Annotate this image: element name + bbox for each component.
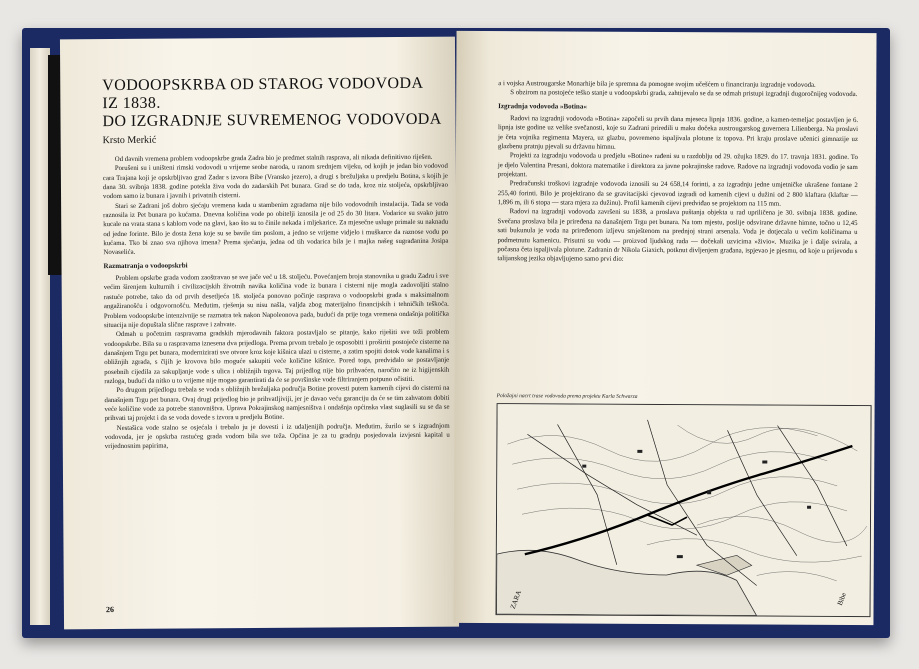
paragraph: Po drugom prijedlogu trebala se voda s obližnjih brežuljaka područja Botine provesti putem kamenih cijevi do cisterni na današnjem Trgu pet bunara. Ovaj drugi prijedlog bio je prihvatljiviji, jer je davao veću garanciju da će se tim zahvatom dobiti veće količine vode za potrebe stanovništva. Uprava Pokrajinskog namjesništva i ondašnja općinska vlast suglasili su se da se prihvati taj projekt i da se voda dovede s izvora u predjelu Botine.	[104, 384, 450, 423]
map-label-bibe: Bibe	[835, 591, 849, 607]
paragraph: Stari se Zadrani još dobro sjećaju vremena kada u stambenim zgradama nije bilo vodovodnih instalacija. Tada se voda raznosila iz Pet bunara po kućama. Dnevna količina vode po obitelji iznosila je od 25 do 30 litara. Vodarice su svako jutro kucale na vrata stana s kablom vode na glavi, kao što su to činile nekada i mljekarice. Za mjesečne usluge primale su naknadu od jedne forinte. Bilo je dosta žena koje su se bavile tim poslom, a jedno se vrijeme vidjelo i muškarce da raznose vodu po kućama. Tko bi znao sva njihova imena? Prema sjećanju, jedna od tih vodarica bila je i majka našeg sugrađanina Josipa Novaselića.	[103, 200, 449, 257]
left-page	[60, 37, 459, 630]
map-caption: Položajni nacrt trase vodovoda prema projektu Karla Schwarza	[496, 393, 638, 400]
paragraph: Radovi na izgradnji vodovoda »Botina« započeli su prvih dana mjeseca lipnja 1836. godine, a kamen-temeljac postavljen je 6. lipnja iste godine uz velike svečanosti, koje su Zadrani priredili u maku dočeka austrougarskog guvernera Lilienberga. Na proslavi je četa vojnika regimenta Mayera, uz glazbu, povremeno ispaljivala plotune iz topova. Pri kraju proslave učenici gimnazije uz glazbenu pratnju pjevali su državnu himnu.	[497, 115, 859, 151]
paragraph: Od davnih vremena problem vodoopskrbe grada Zadra bio je predmet stalnih rasprava, ali nikada definitivno riješen.	[114, 153, 433, 164]
right-page	[453, 31, 876, 625]
paragraph: Radovi na izgradnji vodovoda završeni su 1838, a proslava puštanja objekta u rad upriličena je 30. svibnja 1838. godine. Svečana proslava bila je priređena na današnjem Trgu pet bunara. Na tom mjestu, poslije odsvirane državne himne, točno u 12,45 sati bukunula je voda na priređenom izljevu smještenom na prednjoj strani arsenala. Voda je dotjecala u većim količinama u podmetnutu kamenicu. Prisutni su vodu — proizvod ljudskog rada — dočekali uzvicima »živio«. Muzika je i dalje svirala, a počasna četa ispaljivala plotune. Zadranin dr Nikola Giaxich, potknut divljenjem građana, ispjevao je pjesmu, od koje u prijevodu s talijanskog jezika objavljujemo samo prvi dio:	[497, 208, 858, 263]
paragraph: Problem opskrbe grada vodom zaoštravao se sve jače već u 18. stoljeću. Povećanjem broja stanovnika u gradu Zadru i sve većim širenjem kulturnih i civilizacijskih životnih navika količina vode iz bunara i cisterni nije mogla zadovoljiti stalno rastuće potrebe, tako da od prvih desetljeća 18. stoljeća ponovno počinje rasprava o vodoopskrbi grada s maksimalnom angažiranošću i odgovornošću. Međutim, rješenja su nisu našla, valjda zbog materijalno financijskih i tehničkih teškoća. Problem vodoopskrbe intenzivnije se razmatra tek nakon Napoleonova pada, budući da prije toga vremena ondašnja politička situacija nije dopuštala slične rasprave i zahvate.	[103, 272, 449, 329]
paragraph: a i vojska Austrougarske Monarhije bila je spremna da pomogne svojim učešćem u financiranju izgradnje vodovoda.	[498, 80, 816, 89]
paragraph: Nestašica vode stalno se osjećala i trebalo ju je dovesti i iz udaljenijih područja. Međutim, žurilo se s izgradnjom vodovoda, jer je opskrba rastućeg grada vodom bila sve teža. Općina je za tu gradnju posjedovala izvjesni kapital u vrijednosnim papirima,	[104, 422, 450, 451]
paragraph: Porušeni su i uništeni rimski vodovodi u vrijeme seobe naroda, u ranom srednjem vijeku, od kojih je jedan bio vodovod cara Trajana koji je opskrbljivao grad Zadar s izvora Bibe (Vransko jezero), a drugi s brežuljaka u predjelu Botina, s kojih je dana 30. svibnja 1838. godine potekla živa voda do zadarskih Pet bunara. Grad se do tada, kroz niz stoljeća, opskrbljivao vodom samo iz bunara i javnih i privatnih cisterni.	[102, 163, 448, 201]
section-heading: Razmatranja o vodoopskrbi	[103, 261, 188, 270]
left-page-body	[103, 153, 450, 452]
map-drawing	[496, 404, 870, 616]
paragraph: Predračunski troškovi izgradnje vodovoda iznosili su 24 658,14 forinti, a za izgradnju jedne umjetničke ukrašene fontane 2 255,40 forinti. Bilo je projektirano da se gravitacijski cjevovod izgradi od kamenih cijevi u dužini od 2 800 klaftara (klaftar — 1,896 m, ili 6 stopa — stara mjera za dužinu). Profil kamenih cijevi predviđao se projektom na 115 mm.	[497, 180, 858, 208]
article-title-line-1: VODOOPSKRBA OD STAROG VODOVODA IZ 1838.	[102, 74, 423, 113]
paragraph: Projekti za izgradnju vodovoda u predjelu »Botine« rađeni su u razdoblju od 29. ožujka 1829. do 17. travnja 1831. godine. To je djelo Valentina Presani, doktora matematike i direktora za javne pokrajinske radove. Radove na izgradnji vodovoda vodio je sam projektant.	[497, 152, 858, 179]
map-label-zara: ZARA	[508, 589, 524, 610]
article-title-line-2: DO IZGRADNJE SUVREMENOG VODOVODA	[102, 110, 442, 131]
paragraph: Odmah u početnim raspravama gradskih mjerodavnih faktora postavljalo se pitanje, kako riješiti sve teži problem vodoopskrbe. Bila su u raspravama iznesena dva prijedloga. Prema prvom trebalo je osposobiti i proširiti postojeće cisterne na današnjem Trgu pet bunara, modernizirati sve otvore kroz koje kišnica ulazi u cisterne, a zatim spojiti dotok vode kanalima i s obližnjih zgrada, s čijih je krovova bilo moguće sakupiti veće količine kišnice. Pored toga, predviđalo se postavljanje posebnih cijedila za sakupljanje vode s ulica i obližnjih trgova. Taj prijedlog nije bio prihvaćen, naročito ne iz higijenskih razloga, budući da nitko u to vrijeme nije mogao garantirati da će se površinske vode filtriranjem potpuno očistiti.	[104, 328, 450, 385]
page-number: 26	[105, 605, 114, 615]
right-page-body	[497, 79, 858, 265]
section-heading: Izgradnja vodovoda »Botina«	[498, 101, 587, 111]
article-author: Krsto Merkić	[102, 134, 157, 147]
paragraph: S obzirom na postojeće teško stanje u vodoopskrbi grada, zahtijevalo se da se odmah pristupi izgradnji dugoročnijeg vodovoda.	[510, 89, 858, 99]
water-supply-route-map	[495, 403, 871, 617]
page-stack-edge	[30, 48, 50, 625]
article-title	[102, 75, 442, 131]
